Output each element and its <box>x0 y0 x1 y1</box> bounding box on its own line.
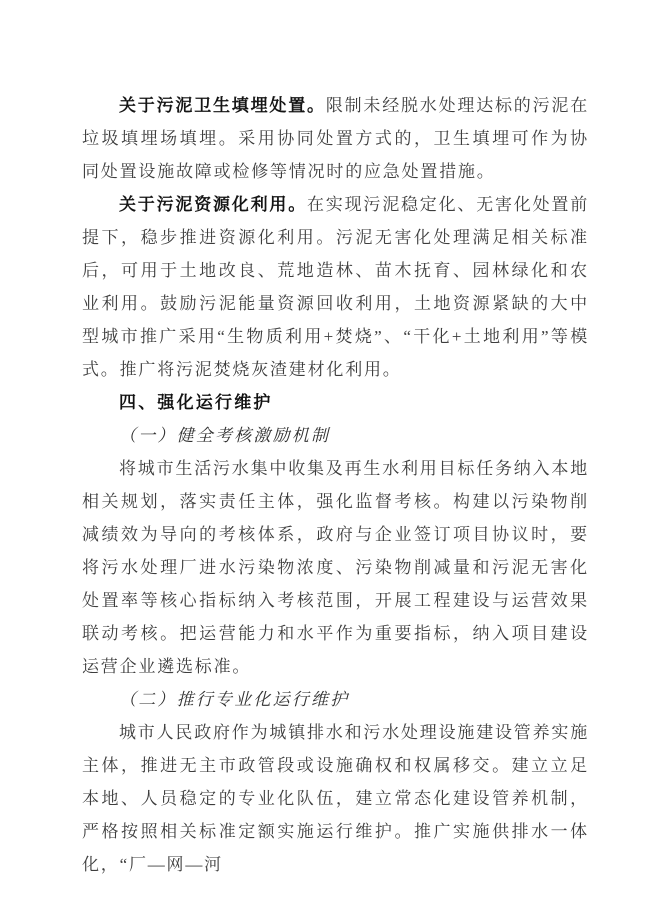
section-heading: 四、强化运行维护 <box>119 393 273 412</box>
body-paragraph: 关于污泥卫生填埋处置。限制未经脱水处理达标的污泥在垃圾填埋场填埋。采用协同处置方式的，卫生填埋可作为协同处置设施故障或检修等情况时的应急处置措施。 <box>82 96 590 181</box>
paragraph-lead: 关于污泥卫生填埋处置。 <box>119 96 326 115</box>
body-paragraph: 将城市生活污水集中收集及再生水利用目标任务纳入本地相关规划，落实责任主体，强化监督考核。构建以污染物削减绩效为导向的考核体系，政府与企业签订项目协议时，要将污水处理厂进水污染物浓度、污染物削减量和污泥无害化处置率等核心指标纳入考核范围，开展工程建设与运营效果联动考核。把运营能力和水平作为重要指标，纳入项目建设运营企业遴选标准。 <box>82 459 589 676</box>
subsection-heading: （一）健全考核激励机制 <box>119 426 331 445</box>
body-paragraph: 城市人民政府作为城镇排水和污水处理设施建设管养实施主体，推进无主市政管段或设施确权和权属移交。建立立足本地、人员稳定的专业化队伍，建立常态化建设管养机制，严格按照相关标准定额实施运行维护。推广实施供排水一体化，“厂—网—河 <box>82 723 589 874</box>
document-content <box>82 89 589 881</box>
paragraph-lead: 关于污泥资源化利用。 <box>119 195 307 214</box>
body-paragraph: 关于污泥资源化利用。在实现污泥稳定化、无害化处置前提下，稳步推进资源化利用。污泥无害化处理满足相关标准后，可用于土地改良、荒地造林、苗木抚育、园林绿化和农业利用。鼓励污泥能量资源回收利用，土地资源紧缺的大中型城市推广采用“生物质利用+焚烧”、“干化+土地利用”等模式。推广将污泥焚烧灰渣建材化利用。 <box>82 195 589 379</box>
subsection-heading: （二）推行专业化运行维护 <box>119 690 350 709</box>
